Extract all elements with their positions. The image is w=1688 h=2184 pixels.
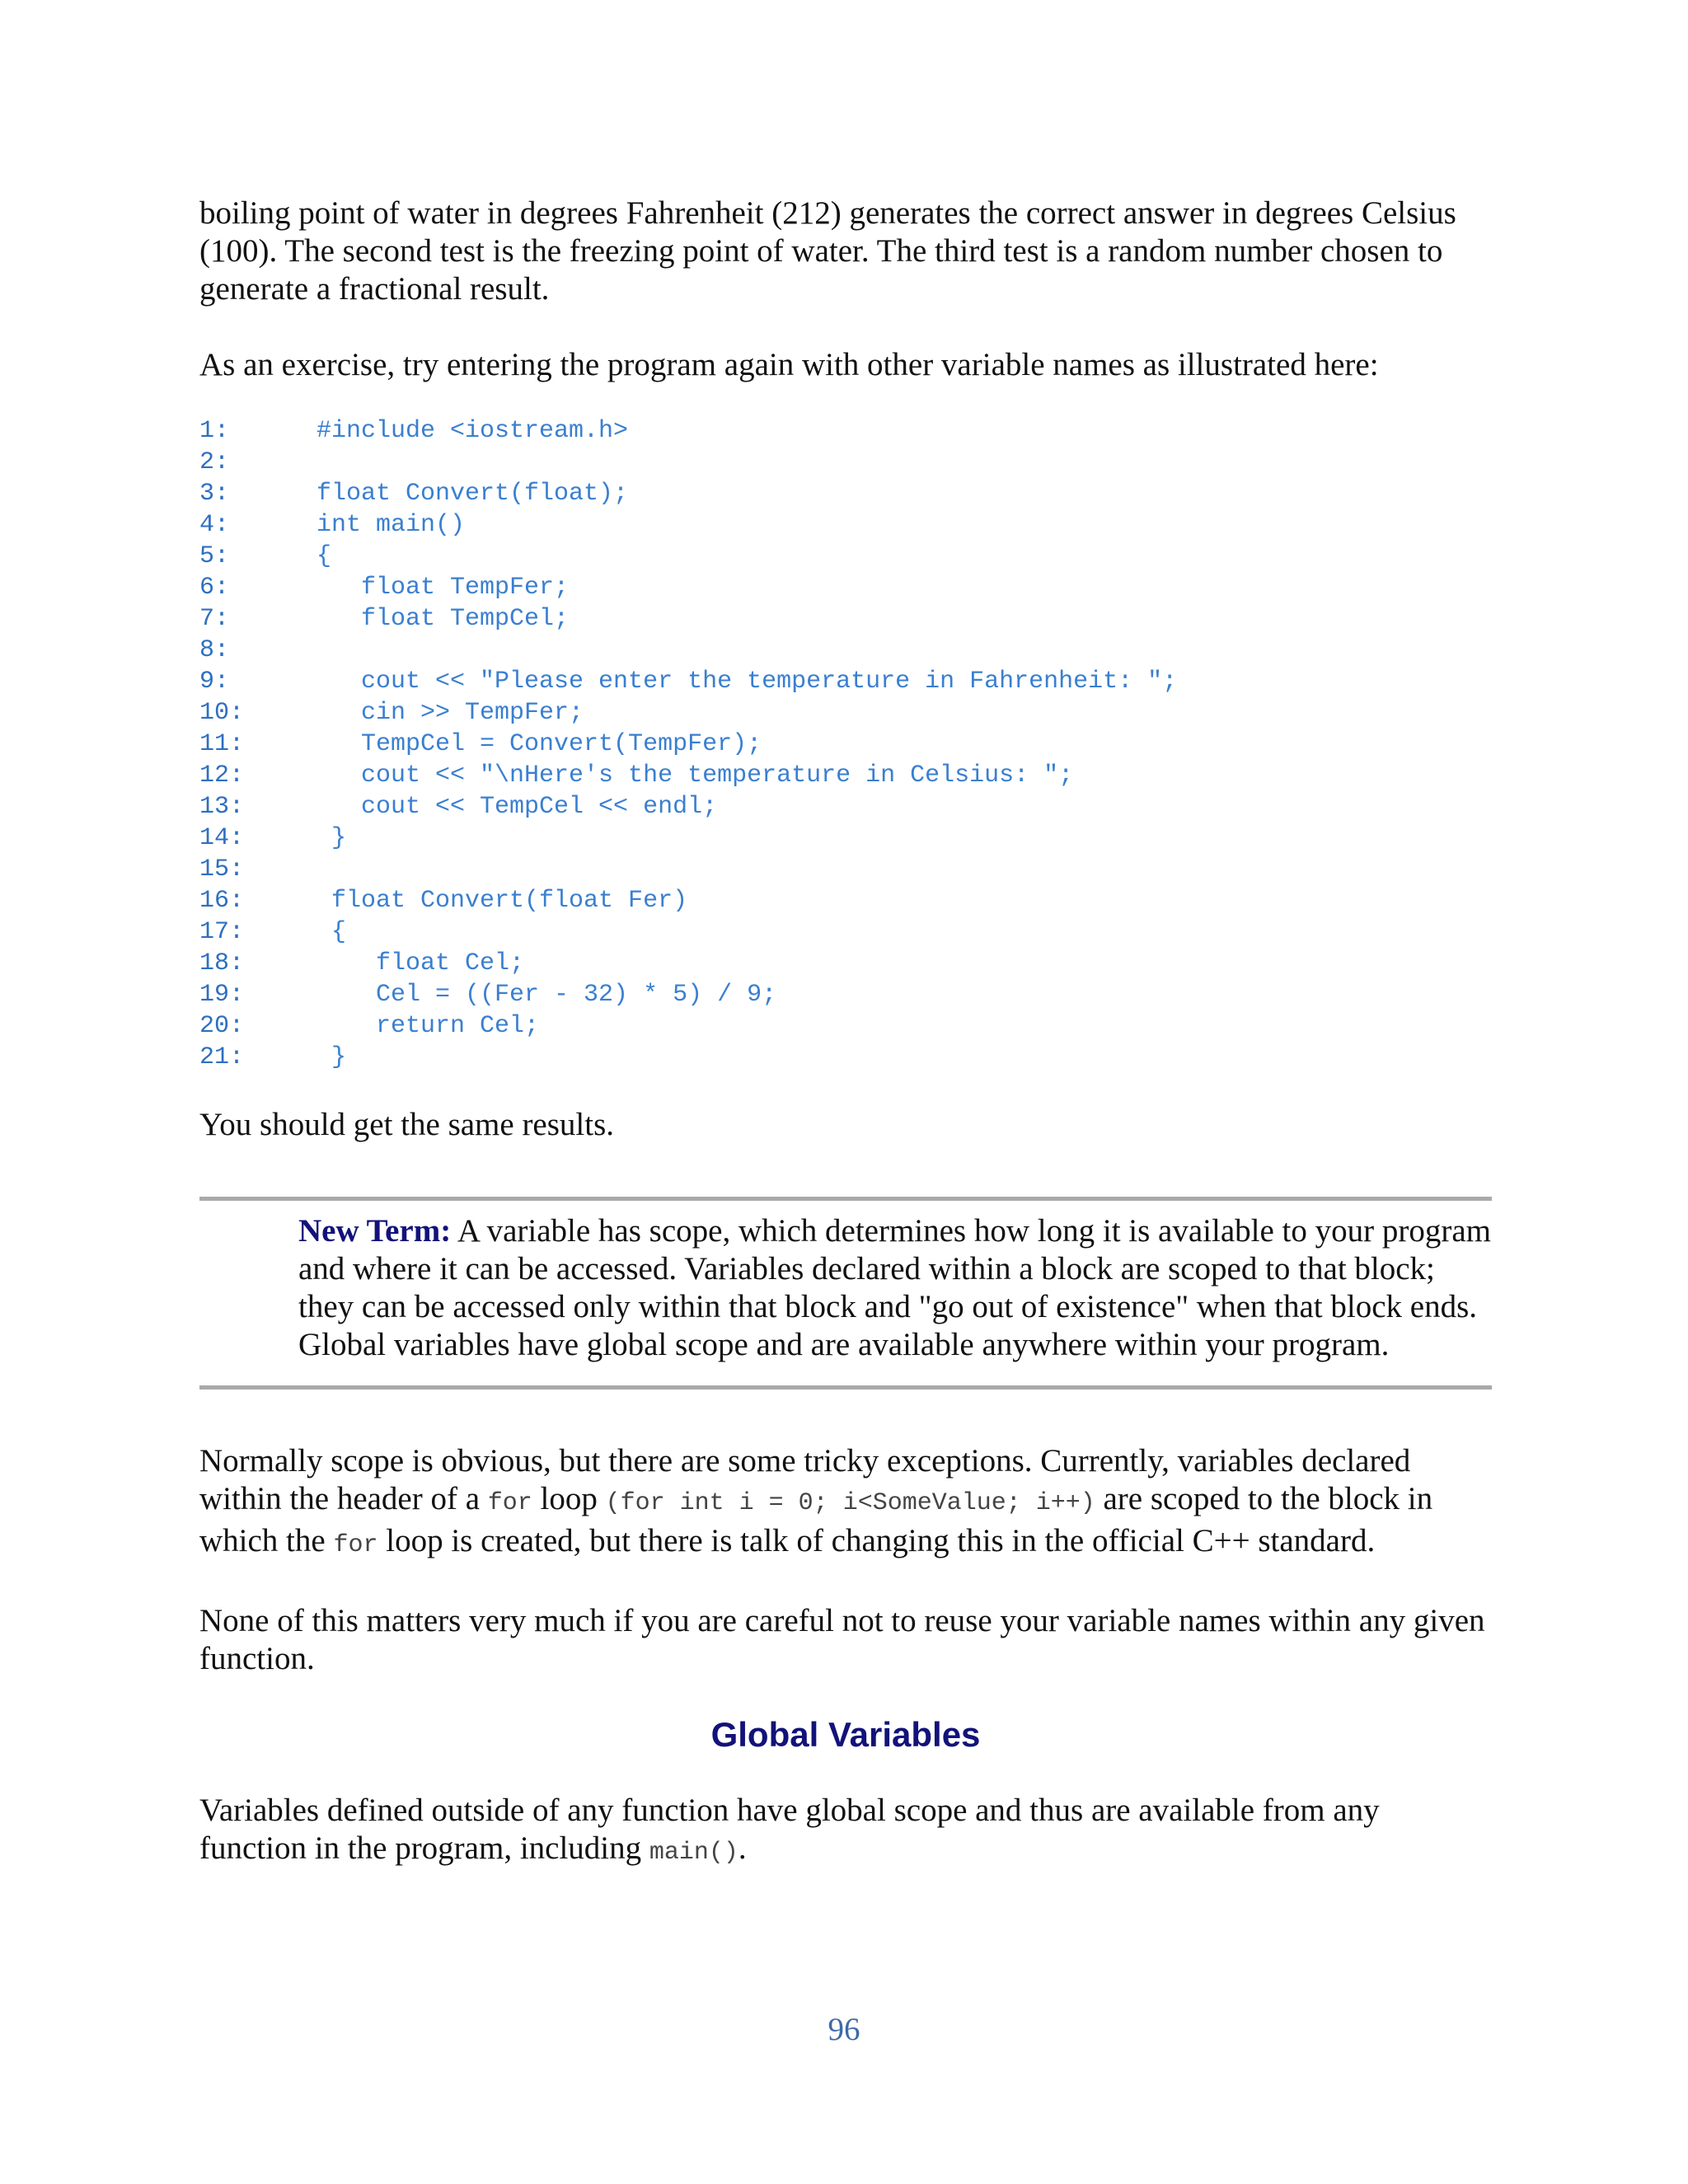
section-heading: Global Variables <box>710 1715 981 1754</box>
same-results-paragraph: You should get the same results. <box>199 1107 615 1142</box>
code-line-number: 12: <box>199 762 245 790</box>
code-line-text: float Cel; <box>316 949 525 977</box>
scope-text-3: are scoped to the block in which the <box>199 1481 1433 1558</box>
code-line-number: 2: <box>199 448 230 476</box>
code-line <box>199 885 1492 916</box>
code-line-text: float TempFer; <box>316 574 570 602</box>
code-line-number: 14: <box>199 824 245 852</box>
code-line-number: 16: <box>199 887 245 915</box>
code-line <box>199 979 1492 1010</box>
code-line-number: 9: <box>199 668 230 696</box>
code-line <box>199 729 1492 760</box>
code-line <box>199 666 1492 697</box>
code-line-number: 20: <box>199 1012 245 1040</box>
exercise-paragraph: As an exercise, try entering the program again with other variable names as illustrated here: <box>199 347 1379 382</box>
code-listing <box>199 415 1492 1073</box>
code-line-text: cout << TempCel << endl; <box>316 793 718 821</box>
code-line-text: } <box>316 1043 347 1071</box>
code-line-number: 17: <box>199 918 245 946</box>
code-line <box>199 948 1492 979</box>
code-line-text: cout << "\nHere's the temperature in Celsius: "; <box>316 762 1074 790</box>
code-line-text: float Convert(float); <box>316 480 629 508</box>
code-line-text: Cel = ((Fer - 32) * 5) / 9; <box>316 981 777 1009</box>
code-line-text: { <box>316 918 347 946</box>
scope-code-loop-header: (for int i = 0; i<SomeValue; i++) <box>605 1489 1095 1517</box>
code-line-number: 1: <box>199 417 230 445</box>
code-line-number: 19: <box>199 981 245 1009</box>
global-paragraph <box>199 1792 1492 1872</box>
code-line-text: } <box>316 824 347 852</box>
code-line-number: 15: <box>199 855 245 883</box>
code-line-text: float TempCel; <box>316 605 570 633</box>
code-line <box>199 697 1492 729</box>
scope-code-for-1: for <box>487 1489 532 1517</box>
code-line-number: 13: <box>199 793 245 821</box>
code-line <box>199 760 1492 791</box>
code-line-number: 10: <box>199 699 245 727</box>
code-line-number: 7: <box>199 605 230 633</box>
code-line <box>199 791 1492 823</box>
code-line-text: return Cel; <box>316 1012 540 1040</box>
new-term-label: New Term: <box>298 1213 452 1249</box>
page-number: 96 <box>828 2012 860 2047</box>
code-line-text: int main() <box>316 511 466 539</box>
code-line-number: 21: <box>199 1043 245 1071</box>
page-content <box>199 194 1492 1872</box>
new-term-box <box>199 1197 1492 1390</box>
code-line <box>199 916 1492 948</box>
scope-code-for-2: for <box>333 1531 378 1559</box>
scope-text-4: loop is created, but there is talk of changing this in the official C++ standard. <box>377 1523 1376 1558</box>
scope-paragraph <box>199 1442 1492 1564</box>
scope-text-2: loop <box>532 1481 606 1516</box>
code-line-number: 18: <box>199 949 245 977</box>
code-line-text: #include <iostream.h> <box>316 417 629 445</box>
intro-paragraph: boiling point of water in degrees Fahrenheit (212) generates the correct answer in degrees Celsius (100). The second test is the freezing point of water. The third test is a random number chosen to generate a fractional result. <box>199 195 1456 307</box>
code-line-number: 11: <box>199 730 245 758</box>
new-term-text: A variable has scope, which determines how long it is available to your program and where it can be accessed. Variables declared within a block are scoped to that block; they can be accessed only within that block and "go out of existence" when that block ends. Global variables have global scope and are available anywhere within your program. <box>298 1213 1491 1362</box>
code-line <box>199 854 1492 885</box>
code-line <box>199 1010 1492 1042</box>
code-line-text: { <box>316 542 332 570</box>
code-line-number: 3: <box>199 480 230 508</box>
code-line-number: 4: <box>199 511 230 539</box>
new-term-paragraph <box>298 1212 1492 1364</box>
code-line-text: cout << "Please enter the temperature in Fahrenheit: "; <box>316 668 1178 696</box>
global-text: Variables defined outside of any function have global scope and thus are available from any function in the program, including <box>199 1793 1380 1866</box>
code-line-text: TempCel = Convert(TempFer); <box>316 730 762 758</box>
code-line-number: 5: <box>199 542 230 570</box>
code-line <box>199 541 1492 572</box>
code-line <box>199 447 1492 478</box>
code-line <box>199 635 1492 666</box>
code-line <box>199 823 1492 854</box>
code-line-text: cin >> TempFer; <box>316 699 584 727</box>
code-line <box>199 415 1492 447</box>
code-line <box>199 478 1492 509</box>
code-line-text: float Convert(float Fer) <box>316 887 688 915</box>
none-matters-paragraph: None of this matters very much if you are careful not to reuse your variable names within any given function. <box>199 1603 1485 1676</box>
scope-text-1: Normally scope is obvious, but there are some tricky exceptions. Currently, variables declared within the header of a <box>199 1443 1411 1516</box>
code-line <box>199 1042 1492 1073</box>
global-code-main: main() <box>649 1839 738 1867</box>
code-line <box>199 572 1492 603</box>
code-line-number: 6: <box>199 574 230 602</box>
global-text-end: . <box>738 1830 747 1866</box>
code-line <box>199 603 1492 635</box>
code-line <box>199 509 1492 541</box>
code-line-number: 8: <box>199 636 230 664</box>
